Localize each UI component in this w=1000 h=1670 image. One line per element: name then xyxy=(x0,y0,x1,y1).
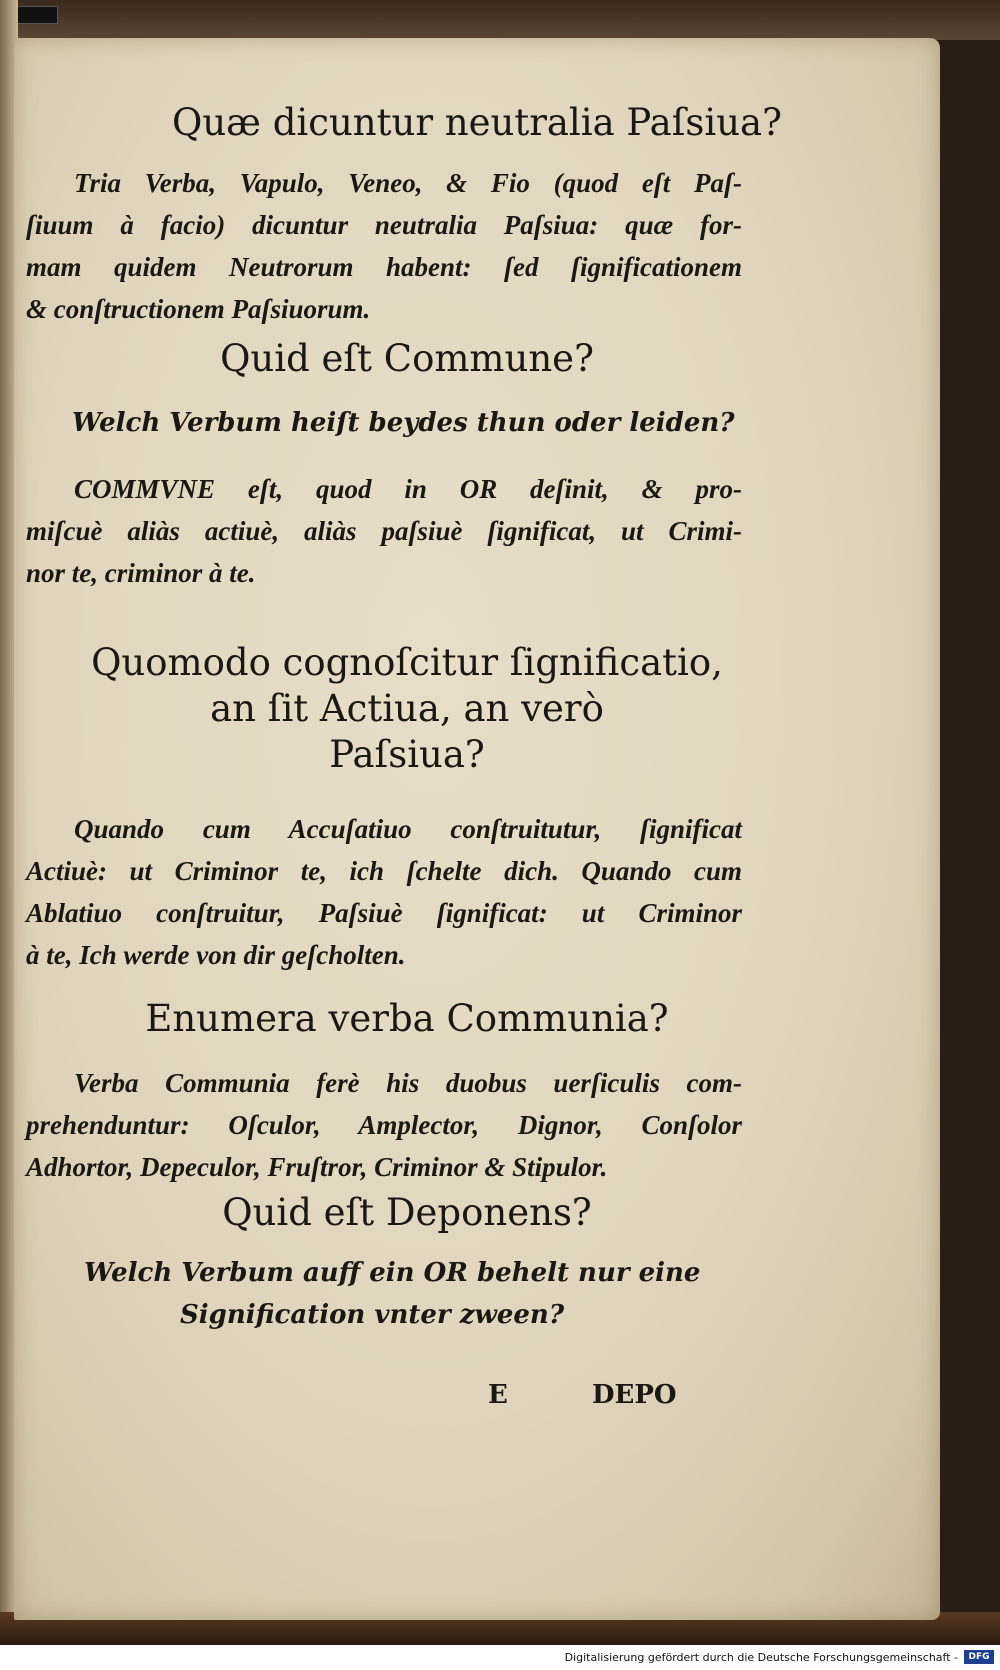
digitization-footer xyxy=(0,1645,1000,1670)
paragraph-line: prehenduntur: Oſculor, Amplector, Dignor, Conſolor xyxy=(26,1110,742,1140)
fraktur-line: Signification vnter zween? xyxy=(180,1300,565,1330)
paragraph-line: mam quidem Neutrorum habent: ſed ſignificationem xyxy=(26,252,742,282)
fraktur-line: Welch Verbum auff ein OR behelt nur eine xyxy=(84,1258,701,1288)
fraktur-question-commune xyxy=(72,402,735,444)
fraktur-line: Welch Verbum heiſt beydes thun oder leiden? xyxy=(72,408,735,438)
catchword: DEPO xyxy=(592,1380,677,1410)
heading-quid-est-deponens xyxy=(0,1190,870,1236)
heading-line: an ſit Actiua, an verò xyxy=(210,687,604,730)
paragraph-verba-communia xyxy=(26,1062,742,1188)
paragraph-line: & conſtructionem Paſsiuorum. xyxy=(26,294,371,324)
paragraph-line: ſiuum à facio) dicuntur neutralia Paſsiua: quæ for- xyxy=(26,210,742,240)
paragraph-line: Actiuè: ut Criminor te, ich ſchelte dich. Quando cum xyxy=(26,856,742,886)
paragraph-line: COMMVNE eſt, quod in OR deſinit, & pro- xyxy=(74,474,742,504)
heading-line: Paſsiua? xyxy=(329,733,485,776)
paragraph-tria-verba xyxy=(26,162,742,330)
paragraph-quando-cum-accusatiuo xyxy=(26,808,742,976)
paragraph-line: Ablatiuo conſtruitur, Paſsiuè ſignificat: ut Criminor xyxy=(26,898,742,928)
dfg-logo: DFG xyxy=(964,1650,994,1664)
heading-line: Quæ dicuntur neutralia Paſsiua? xyxy=(172,101,782,144)
heading-quid-est-commune xyxy=(0,336,870,382)
book-page xyxy=(14,38,940,1620)
heading-quomodo-cognoscitur xyxy=(0,640,870,778)
heading-enumera-verba-communia xyxy=(0,996,870,1042)
paragraph-line: miſcuè aliàs actiuè, aliàs paſsiuè ſignificat, ut Crimi- xyxy=(26,516,742,546)
paragraph-line: Quando cum Accuſatiuo conſtruitutur, ſignificat xyxy=(74,814,742,844)
heading-line: Quid eſt Commune? xyxy=(220,337,594,380)
paragraph-line: nor te, criminor à te. xyxy=(26,558,256,588)
paragraph-line: Tria Verba, Vapulo, Veneo, & Fio (quod eſt Paſ- xyxy=(74,168,742,198)
funding-notice: Digitalisierung gefördert durch die Deutsche Forschungsgemeinschaft - xyxy=(564,1651,958,1664)
paragraph-line: à te, Ich werde von dir geſcholten. xyxy=(26,940,406,970)
heading-line: Enumera verba Communia? xyxy=(145,997,669,1040)
signature-mark: E xyxy=(488,1380,508,1410)
heading-line: Quid eſt Deponens? xyxy=(222,1191,592,1234)
fraktur-question-deponens xyxy=(84,1252,700,1336)
heading-line: Quomodo cognoſcitur ſignificatio, xyxy=(91,641,723,684)
paragraph-line: Adhortor, Depeculor, Fruſtror, Criminor & Stipulor. xyxy=(26,1152,608,1182)
paragraph-line: Verba Communia ferè his duobus uerſiculis com- xyxy=(74,1068,742,1098)
book-top-edge xyxy=(0,0,1000,40)
paragraph-commune-definition xyxy=(26,468,742,594)
heading-neutralia-passiua xyxy=(14,100,940,146)
